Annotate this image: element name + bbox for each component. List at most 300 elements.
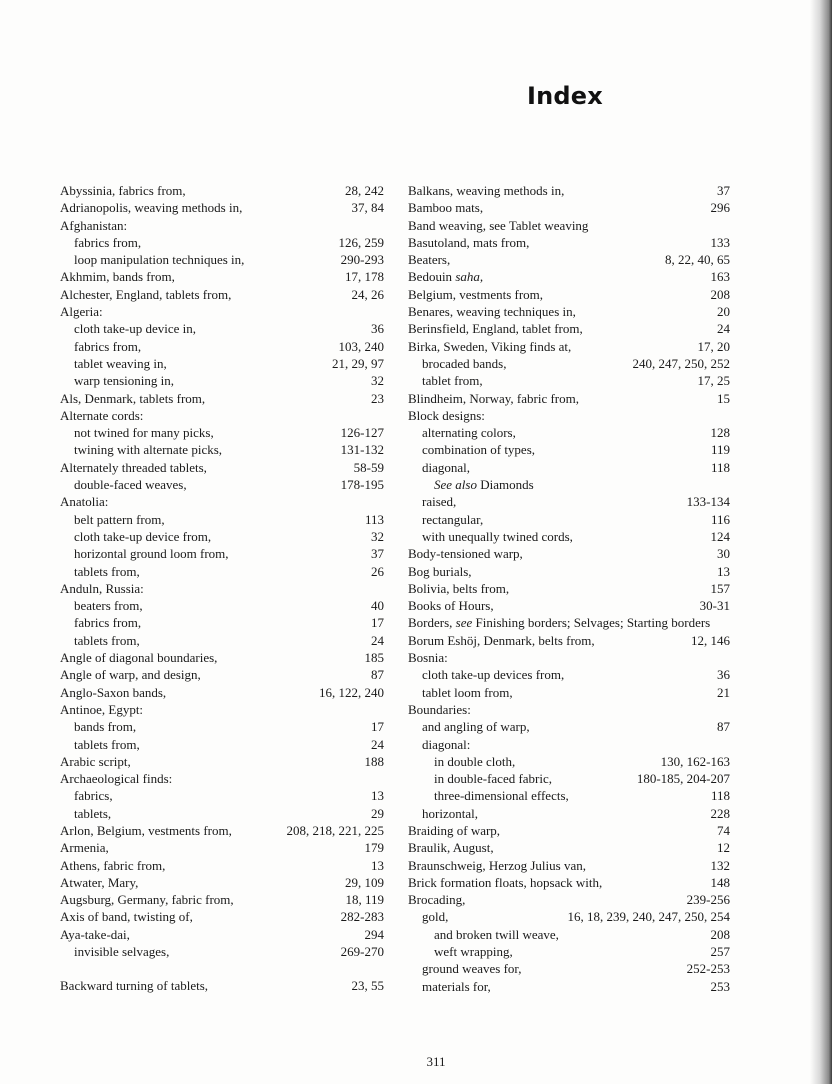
index-pages: 132 (710, 857, 730, 873)
index-term-text: materials for, (422, 978, 491, 994)
index-term (74, 736, 140, 753)
index-entry (60, 390, 384, 407)
index-term (74, 355, 167, 372)
index-entry (60, 943, 384, 960)
index-pages: 208 (710, 926, 730, 942)
index-term (60, 268, 175, 285)
index-pages: 290-293 (340, 252, 384, 268)
index-term (60, 753, 131, 770)
index-entry (408, 234, 730, 251)
index-term (422, 718, 530, 735)
index-entry (60, 441, 384, 458)
index-term (434, 770, 552, 787)
index-term (60, 857, 165, 874)
italic-term: saha, (455, 269, 484, 285)
index-pages: 17, 25 (697, 373, 730, 389)
index-term (408, 182, 564, 199)
index-term-text: tablets from, (74, 632, 140, 648)
index-pages: 32 (371, 528, 384, 544)
index-pages: 294 (364, 926, 384, 942)
index-term-text: Bolivia, belts from, (408, 580, 510, 596)
index-entry (408, 390, 730, 407)
index-term (408, 338, 571, 355)
index-entry (408, 718, 730, 735)
index-term (60, 390, 205, 407)
index-entry (408, 926, 730, 943)
index-entry (60, 822, 384, 839)
index-term (434, 476, 534, 493)
index-term-text: Angle of warp, and design, (60, 667, 201, 683)
index-pages: 124 (710, 528, 730, 544)
index-term (408, 839, 494, 856)
index-entry (408, 372, 730, 389)
index-term (422, 372, 483, 389)
index-entry (408, 441, 730, 458)
index-entry (408, 268, 730, 285)
index-term (422, 978, 491, 995)
index-entry (408, 908, 730, 925)
index-term (60, 770, 172, 787)
index-pages: 179 (364, 840, 384, 856)
index-entry (408, 614, 730, 631)
index-term (60, 874, 138, 891)
index-entry (408, 199, 730, 216)
index-entry (408, 338, 730, 355)
index-term-text: tablet from, (422, 373, 483, 389)
index-entry (60, 839, 384, 856)
index-term-text: fabrics from, (74, 338, 142, 354)
index-term (408, 614, 710, 631)
index-entry (60, 736, 384, 753)
index-pages: 30-31 (699, 598, 730, 614)
index-term (408, 268, 483, 285)
index-term (408, 390, 579, 407)
index-pages: 13 (371, 857, 384, 873)
index-pages: 253 (710, 978, 730, 994)
index-term (74, 251, 244, 268)
index-entry (408, 839, 730, 856)
index-term (74, 338, 141, 355)
index-term (408, 251, 450, 268)
index-pages: 13 (717, 563, 730, 579)
index-pages: 163 (710, 269, 730, 285)
index-term-text: alternating colors, (422, 425, 516, 441)
index-pages: 58-59 (353, 459, 384, 475)
index-entry (60, 926, 384, 943)
index-pages: 228 (710, 805, 730, 821)
index-pages: 28, 242 (345, 183, 384, 198)
index-pages: 40 (371, 598, 384, 614)
index-term (408, 320, 583, 337)
index-term-text: Blindheim, Norway, fabric from, (408, 390, 579, 406)
index-term (408, 701, 471, 718)
index-entry (60, 286, 384, 303)
index-term (408, 303, 576, 320)
index-entry (60, 718, 384, 735)
index-entry (60, 787, 384, 804)
index-term-text: Braiding of warp, (408, 822, 501, 838)
index-term (60, 926, 130, 943)
index-term-text: Brocading, (408, 892, 466, 908)
index-term (408, 857, 586, 874)
index-pages: 113 (364, 511, 384, 527)
index-pages: 24, 26 (351, 286, 384, 302)
index-pages: 17, 20 (697, 338, 730, 354)
index-term (60, 493, 108, 510)
index-term-text: Augsburg, Germany, fabric from, (60, 892, 234, 908)
index-term (74, 476, 187, 493)
cross-reference-label: See also (434, 477, 477, 493)
index-entry (60, 217, 384, 234)
index-term (60, 701, 143, 718)
index-column-left (60, 182, 384, 995)
index-term (408, 822, 500, 839)
index-term (74, 563, 140, 580)
index-pages: 17, 178 (345, 269, 384, 285)
index-pages: 128 (710, 425, 730, 441)
index-term-text: Atwater, Mary, (60, 874, 139, 890)
index-pages: 130, 162-163 (660, 753, 730, 769)
index-entry (60, 407, 384, 424)
index-entry (60, 338, 384, 355)
index-term-text: Axis of band, twisting of, (60, 909, 193, 925)
index-entry (60, 320, 384, 337)
index-term-text: rectangular, (422, 511, 484, 527)
index-term-text: Beaters, (408, 252, 451, 268)
index-entry (408, 528, 730, 545)
index-term-text: Angle of diagonal boundaries, (60, 650, 218, 666)
index-term-text: Aya-take-dai, (60, 926, 130, 942)
index-entry (408, 459, 730, 476)
index-entry (408, 787, 730, 804)
index-entry (60, 476, 384, 493)
index-term (60, 839, 109, 856)
index-entry (408, 580, 730, 597)
index-term-text: Arabic script, (60, 753, 131, 769)
index-pages: 18, 119 (345, 892, 384, 908)
index-entry (60, 372, 384, 389)
index-entry (60, 511, 384, 528)
index-term (434, 787, 569, 804)
index-pages: 17 (371, 615, 384, 631)
index-entry (60, 701, 384, 718)
index-term-text: Braulik, August, (408, 840, 494, 856)
index-term (422, 424, 516, 441)
index-term-text: Akhmim, bands from, (60, 269, 175, 285)
index-entry (60, 563, 384, 580)
index-term-text: combination of types, (422, 442, 536, 458)
index-entry (60, 199, 384, 216)
index-term-text: Antinoe, Egypt: (60, 701, 144, 717)
index-term (74, 787, 113, 804)
index-entry (408, 649, 730, 666)
index-pages: 131-132 (340, 442, 384, 458)
index-term-text: Alchester, England, tablets from, (60, 286, 232, 302)
index-term (422, 528, 573, 545)
index-term (408, 407, 485, 424)
page-title: Index (527, 82, 603, 110)
index-entry (60, 666, 384, 683)
index-term-text: Band weaving, see Tablet weaving (408, 217, 589, 233)
index-term-text: Anduln, Russia: (60, 580, 144, 596)
index-term-text: Armenia, (60, 840, 109, 856)
index-term (74, 528, 211, 545)
index-term (60, 891, 234, 908)
index-pages: 8, 22, 40, 65 (665, 252, 730, 268)
index-pages: 36 (371, 321, 384, 337)
index-term-text: Boundaries: (408, 701, 471, 717)
index-pages: 26 (371, 563, 384, 579)
index-entry (60, 459, 384, 476)
index-entry (60, 355, 384, 372)
index-term (74, 805, 111, 822)
index-entry (60, 614, 384, 631)
index-term (434, 943, 513, 960)
index-entry (60, 891, 384, 908)
index-pages: 148 (710, 874, 730, 890)
index-pages: 180-185, 204-207 (636, 771, 730, 787)
index-pages: 133-134 (686, 494, 730, 510)
index-term (60, 182, 186, 199)
index-entry (60, 874, 384, 891)
index-term (74, 597, 143, 614)
index-term (422, 459, 470, 476)
index-pages: 269-270 (340, 944, 384, 960)
index-term (60, 908, 193, 925)
index-entry (408, 251, 730, 268)
index-entry (60, 234, 384, 251)
index-pages: 208 (710, 286, 730, 302)
index-entry (60, 251, 384, 268)
index-term (60, 666, 201, 683)
index-entry (408, 545, 730, 562)
index-entry (408, 666, 730, 683)
index-entry (408, 320, 730, 337)
index-term (408, 217, 588, 234)
index-entry (60, 528, 384, 545)
index-entry (408, 424, 730, 441)
index-pages: 16, 122, 240 (319, 684, 384, 700)
index-pages: 32 (371, 373, 384, 389)
index-pages: 12, 146 (691, 632, 730, 648)
index-pages: 20 (717, 304, 730, 320)
index-term-text: brocaded bands, (422, 355, 507, 371)
index-pages: 21, 29, 97 (332, 355, 384, 371)
index-term (60, 649, 217, 666)
index-term (74, 441, 222, 458)
index-term (434, 753, 515, 770)
index-pages: 17 (371, 719, 384, 735)
index-pages: 257 (710, 944, 730, 960)
index-term (408, 545, 523, 562)
index-entry (408, 563, 730, 580)
index-term-text: invisible selvages, (74, 944, 170, 960)
index-pages: 29, 109 (345, 874, 384, 890)
index-term-text: in double-faced fabric, (434, 771, 553, 787)
index-term-text: fabrics, (74, 788, 113, 804)
index-pages: 36 (717, 667, 730, 683)
index-entry (408, 407, 730, 424)
index-term (422, 805, 478, 822)
index-term (408, 649, 448, 666)
index-pages: 126-127 (340, 425, 384, 441)
index-pages: 12 (717, 840, 730, 856)
index-term-text: Bog burials, (408, 563, 472, 579)
index-term-text: Books of Hours, (408, 598, 494, 614)
index-term-text: in double cloth, (434, 753, 516, 769)
index-term-text: Athens, fabric from, (60, 857, 166, 873)
index-term (408, 234, 529, 251)
index-term-text: raised, (422, 494, 457, 510)
index-term (408, 891, 465, 908)
index-term-text: tablet loom from, (422, 684, 513, 700)
index-entry (408, 943, 730, 960)
index-term (422, 908, 448, 925)
index-term-text: and angling of warp, (422, 719, 530, 735)
index-term-text: with unequally twined cords, (422, 528, 573, 544)
index-term-text: gold, (422, 909, 449, 925)
index-column-right (408, 182, 730, 995)
index-pages: 37 (371, 546, 384, 562)
index-term-text: fabrics from, (74, 615, 142, 631)
index-term (422, 355, 506, 372)
index-entry (60, 770, 384, 787)
index-pages: 103, 240 (338, 338, 384, 354)
index-entry (408, 874, 730, 891)
page-number: 311 (426, 1054, 446, 1069)
index-term-text: Birka, Sweden, Viking finds at, (408, 338, 572, 354)
index-entry (60, 597, 384, 614)
index-entry (60, 545, 384, 562)
index-entry (408, 493, 730, 510)
index-term (60, 977, 208, 994)
index-term-text: Borders, (408, 615, 453, 631)
index-pages: 178-195 (340, 477, 384, 493)
index-term (74, 718, 136, 735)
index-term-text: Alternate cords: (60, 407, 144, 423)
index-entry (60, 268, 384, 285)
index-term (60, 407, 143, 424)
index-term (74, 943, 169, 960)
index-term-text: Block designs: (408, 407, 485, 423)
index-entry (408, 822, 730, 839)
index-entry (60, 424, 384, 441)
index-term (408, 580, 509, 597)
index-term-text: Berinsfield, England, tablet from, (408, 321, 583, 337)
index-pages: 30 (717, 546, 730, 562)
index-term-text: Arlon, Belgium, vestments from, (60, 822, 232, 838)
index-entry (60, 649, 384, 666)
index-term (408, 199, 483, 216)
index-term-text: cloth take-up device from, (74, 528, 212, 544)
index-pages: 21 (717, 684, 730, 700)
index-term-text: cloth take-up device in, (74, 321, 197, 337)
index-entry (408, 770, 730, 787)
index-term-text: double-faced weaves, (74, 477, 187, 493)
index-entry (408, 217, 730, 234)
index-term (408, 286, 543, 303)
index-term-text: Backward turning of tablets, (60, 978, 209, 994)
index-term-text: horizontal, (422, 805, 478, 821)
index-term-text: Belgium, vestments from, (408, 286, 544, 302)
index-term (422, 493, 456, 510)
index-term-text: Balkans, weaving methods in, (408, 183, 565, 198)
index-entry (408, 857, 730, 874)
index-term (408, 874, 602, 891)
index-term-text: diagonal, (422, 459, 471, 475)
index-term (74, 614, 141, 631)
index-term-text: horizontal ground loom from, (74, 546, 229, 562)
index-term-text: and broken twill weave, (434, 926, 559, 942)
index-pages: 87 (717, 719, 730, 735)
index-entry (408, 978, 730, 995)
index-pages: 239-256 (686, 892, 730, 908)
index-pages: 208, 218, 221, 225 (286, 822, 384, 838)
index-entry (408, 701, 730, 718)
index-entry (60, 805, 384, 822)
index-term-text: Abyssinia, fabrics from, (60, 183, 186, 198)
index-pages: 185 (364, 650, 384, 666)
index-term-text: ground weaves for, (422, 961, 522, 977)
index-pages: 24 (371, 736, 384, 752)
index-term-text: weft wrapping, (434, 944, 513, 960)
index-pages: 24 (717, 321, 730, 337)
index-term-text: Bedouin (408, 269, 453, 285)
index-term-text: tablets, (74, 805, 112, 821)
index-term-text: loop manipulation techniques in, (74, 252, 245, 268)
index-pages: 87 (371, 667, 384, 683)
index-term-text: twining with alternate picks, (74, 442, 223, 458)
index-entry (408, 286, 730, 303)
index-term (60, 217, 127, 234)
index-entry (408, 303, 730, 320)
index-term (74, 545, 229, 562)
index-term-text: Body-tensioned warp, (408, 546, 523, 562)
index-term-text: belt pattern from, (74, 511, 165, 527)
index-pages: 296 (710, 200, 730, 216)
index-pages: 37, 84 (351, 200, 384, 216)
index-entry (60, 684, 384, 701)
index-entry (60, 632, 384, 649)
cross-reference-target: Diamonds (480, 477, 534, 493)
index-term-text: cloth take-up devices from, (422, 667, 565, 683)
index-term-text: three-dimensional effects, (434, 788, 569, 804)
index-term-text: Archaeological finds: (60, 771, 173, 787)
index-term (74, 424, 214, 441)
index-entry (408, 476, 730, 493)
index-pages: 13 (371, 788, 384, 804)
index-term (60, 580, 144, 597)
index-pages: 240, 247, 250, 252 (632, 355, 730, 371)
index-term-text: Brick formation floats, hopsack with, (408, 874, 603, 890)
index-term-text: diagonal: (422, 736, 471, 752)
index-pages: 118 (710, 788, 730, 804)
index-term (74, 320, 196, 337)
index-pages: 252-253 (686, 961, 730, 977)
index-term (422, 666, 564, 683)
index-term-text: beaters from, (74, 598, 143, 614)
index-entry (408, 736, 730, 753)
index-entry (408, 891, 730, 908)
index-term-text: Afghanistan: (60, 217, 128, 233)
index-term-text: tablets from, (74, 563, 140, 579)
index-term-text: Bosnia: (408, 650, 448, 666)
index-term-text: Bamboo mats, (408, 200, 484, 216)
index-term-text: Borum Eshöj, Denmark, belts from, (408, 632, 595, 648)
index-pages: 282-283 (340, 909, 384, 925)
index-term (422, 684, 513, 701)
cross-reference-target: Finishing borders; Selvages; Starting borders (475, 615, 711, 631)
